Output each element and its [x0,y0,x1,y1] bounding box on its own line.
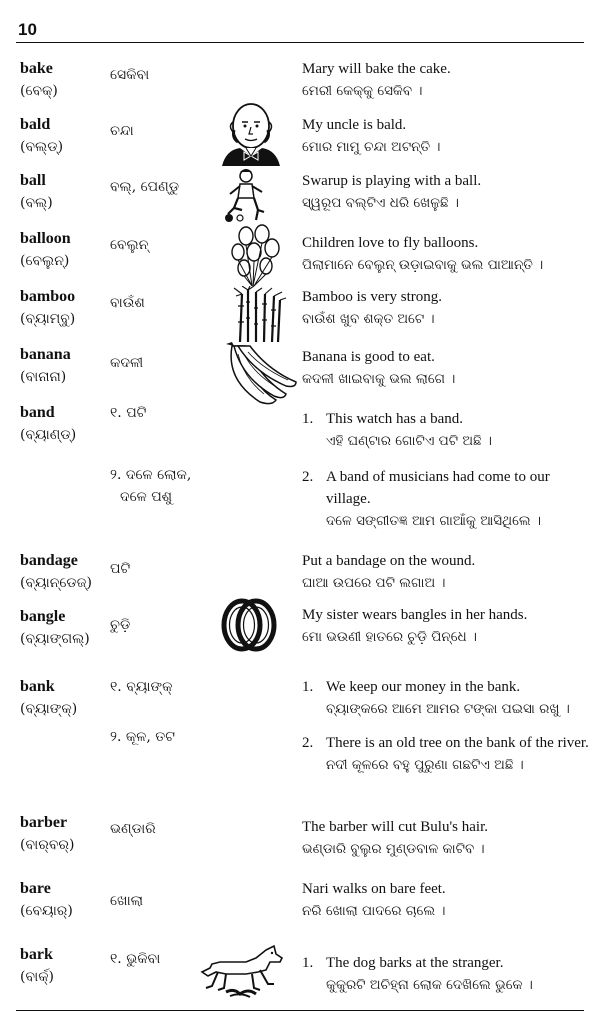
meaning: ଭଣ୍ଡାରି [110,821,156,837]
headword-pronunciation: (ବଲ୍‌ଡ୍) [20,139,64,155]
example [302,170,590,214]
barking-dog-illustration [196,944,286,1002]
page-number: 10 [18,20,37,39]
example-english: Nari walks on bare feet. [302,881,446,897]
headword-pronunciation: (ବାର୍‌ବର୍) [20,837,75,853]
headword [20,170,53,214]
meaning: ଖୋଲା [110,893,144,909]
example-number: 1. [302,411,314,427]
example-number: 2. [302,469,314,485]
example-english: Children love to fly balloons. [302,235,479,251]
example-2 [302,732,590,776]
headword-english: bamboo [20,288,76,305]
example-odia: ବାଉଁଶ ଖୁବ ଶକ୍ତ ଅଟେ । [302,311,435,327]
headword-english: bald [20,116,51,133]
headword [20,676,77,720]
example [302,816,590,860]
headword [20,550,92,594]
example-odia: ନରି ଖୋଲା ପାଦରେ ଚାଲେ । [302,903,446,919]
headword-pronunciation: (ବ୍ୟାଣ୍ଡ୍) [20,427,77,443]
headword-pronunciation: (ବ୍ୟାଙ୍କ୍) [20,701,78,717]
example-odia: ବ୍ୟାଙ୍କରେ ଆମେ ଆମର ଟଙ୍କା ପଇସା ରଖୁ । [326,701,570,717]
example [302,114,590,158]
headword [20,286,75,330]
headword [20,58,58,102]
meaning: ବଲ୍, ପେଣ୍ଡୁ [110,179,180,195]
headword-english: bark [20,946,53,963]
meaning: ବାଉଁଶ [110,295,145,311]
example-2 [302,466,590,532]
meaning-2: ୨. ଦଳେ ଲୋକ, [110,467,192,483]
headword [20,228,71,272]
example-english: My sister wears bangles in her hands. [302,607,528,623]
example-english: There is an old tree on the bank of the river. [326,735,589,751]
example-odia: ସ୍ୱରୂପ ବଲ୍‌ଟିଏ ଧରି ଖେଳୁଛି । [302,195,459,211]
example [302,346,590,390]
example-english: Bamboo is very strong. [302,289,442,305]
example-1 [302,408,590,452]
example-english: Mary will bake the cake. [302,61,451,77]
headword-pronunciation: (ବେଲୁନ୍) [20,253,70,269]
headword-english: banana [20,346,71,363]
meaning: ଚୁଡ଼ି [110,617,131,633]
balloons-illustration [228,222,282,288]
meaning-1: ୧. ପଟି [110,405,147,421]
meaning-1: ୧. ଭୁକିବା [110,951,161,967]
headword [20,878,73,922]
example-odia: କଦଳୀ ଖାଇବାକୁ ଭଲ ଲାଗେ । [302,371,456,387]
headword-pronunciation: (ବେକ୍) [20,83,58,99]
banana-bunch-illustration [220,340,300,406]
bottom-rule [16,1010,584,1011]
bangles-illustration [220,596,278,654]
example-odia: ଏହି ଘଣ୍ଟାର ଗୋଟିଏ ପଟି ଅଛି । [326,433,492,449]
example-english: This watch has a band. [326,411,464,427]
meaning: ସେକିବା [110,67,150,83]
headword-english: balloon [20,230,71,247]
meaning-2: ୨. କୂଳ, ତଟ [110,729,175,745]
headword-pronunciation: (ବାର୍କ୍) [20,969,55,985]
example-english: The barber will cut Bulu's hair. [302,819,488,835]
example-english: Banana is good to eat. [302,349,435,365]
example-1 [302,952,590,996]
example-english: Swarup is playing with a ball. [302,173,482,189]
headword-pronunciation: (ବ୍ୟାନ୍‌ଡେଜ୍) [20,575,92,591]
example-number: 1. [302,679,314,695]
top-rule [16,42,584,43]
headword-pronunciation: (ବାନାନା) [20,369,67,385]
example-odia: ନଦୀ କୂଳରେ ବହୁ ପୁରୁଣା ଗଛଟିଏ ଅଛି । [326,757,524,773]
example [302,604,590,648]
headword [20,812,74,856]
headword-english: ball [20,172,46,189]
example-odia: ଭଣ୍ଡାରି ବୁଲୁର ମୁଣ୍ଡବାଳ କାଟିବ । [302,841,485,857]
example-1 [302,676,590,720]
example-english: A band of musicians had come to our village. [326,469,550,507]
headword [20,344,71,388]
headword-english: barber [20,814,68,831]
headword-english: bank [20,678,55,695]
example [302,550,590,594]
example-odia: ପିଲାମାନେ ବେଲୁନ୍ ଉଡ଼ାଇବାକୁ ଭଲ ପାଆନ୍ତି । [302,257,544,273]
example-english: My uncle is bald. [302,117,407,133]
meaning: ବେଲୁନ୍ [110,237,149,253]
example-number: 1. [302,955,314,971]
headword-english: band [20,404,55,421]
example-english: We keep our money in the bank. [326,679,521,695]
meaning-2-continued: ଦଳେ ପଶୁ [120,489,173,505]
example-odia: ମୋ ଭଉଣୀ ହାତରେ ଚୁଡ଼ି ପିନ୍ଧେ । [302,629,477,645]
example-number: 2. [302,735,314,751]
example-odia: ଦଳେ ସଙ୍ଗୀତଜ୍ଞ ଆମ ଗାଆଁକୁ ଆସିଥିଲେ । [326,513,542,529]
headword-english: bare [20,880,51,897]
headword-english: bandage [20,552,78,569]
meaning: ଚନ୍ଦା [110,123,134,139]
headword [20,402,76,446]
example-odia: ମେରୀ କେକ୍‌କୁ ସେକିବ । [302,83,423,99]
headword-english: bake [20,60,53,77]
headword-english: bangle [20,608,66,625]
meaning-1: ୧. ବ୍ୟାଙ୍କ୍ [110,679,173,695]
example-odia: କୁକୁରଟି ଅଚିହ୍ନା ଲୋକ ଦେଖିଲେ ଭୁକେ । [326,977,533,993]
meaning: ପଟି [110,561,131,577]
example-odia: ମୋର ମାମୁ ଚନ୍ଦା ଅଟନ୍ତି । [302,139,441,155]
boy-with-ball-illustration [220,166,272,226]
headword [20,944,54,988]
example [302,58,590,102]
example-english: Put a bandage on the wound. [302,553,476,569]
headword-pronunciation: (ବେୟାର୍) [20,903,73,919]
example-english: The dog barks at the stranger. [326,955,504,971]
headword [20,114,63,158]
example-odia: ଘାଆ ଉପରେ ପଟି ଲଗାଅ । [302,575,446,591]
example [302,286,590,330]
headword [20,606,90,650]
bamboo-illustration [228,286,288,342]
example [302,232,590,276]
meaning: କଦଳୀ [110,355,144,371]
example [302,878,590,922]
headword-pronunciation: (ବ୍ୟାମ୍‌ବୁ) [20,311,76,327]
headword-pronunciation: (ବଲ୍) [20,195,53,211]
bald-man-illustration [218,100,284,166]
headword-pronunciation: (ବ୍ୟାଙ୍ଗଲ୍) [20,631,90,647]
